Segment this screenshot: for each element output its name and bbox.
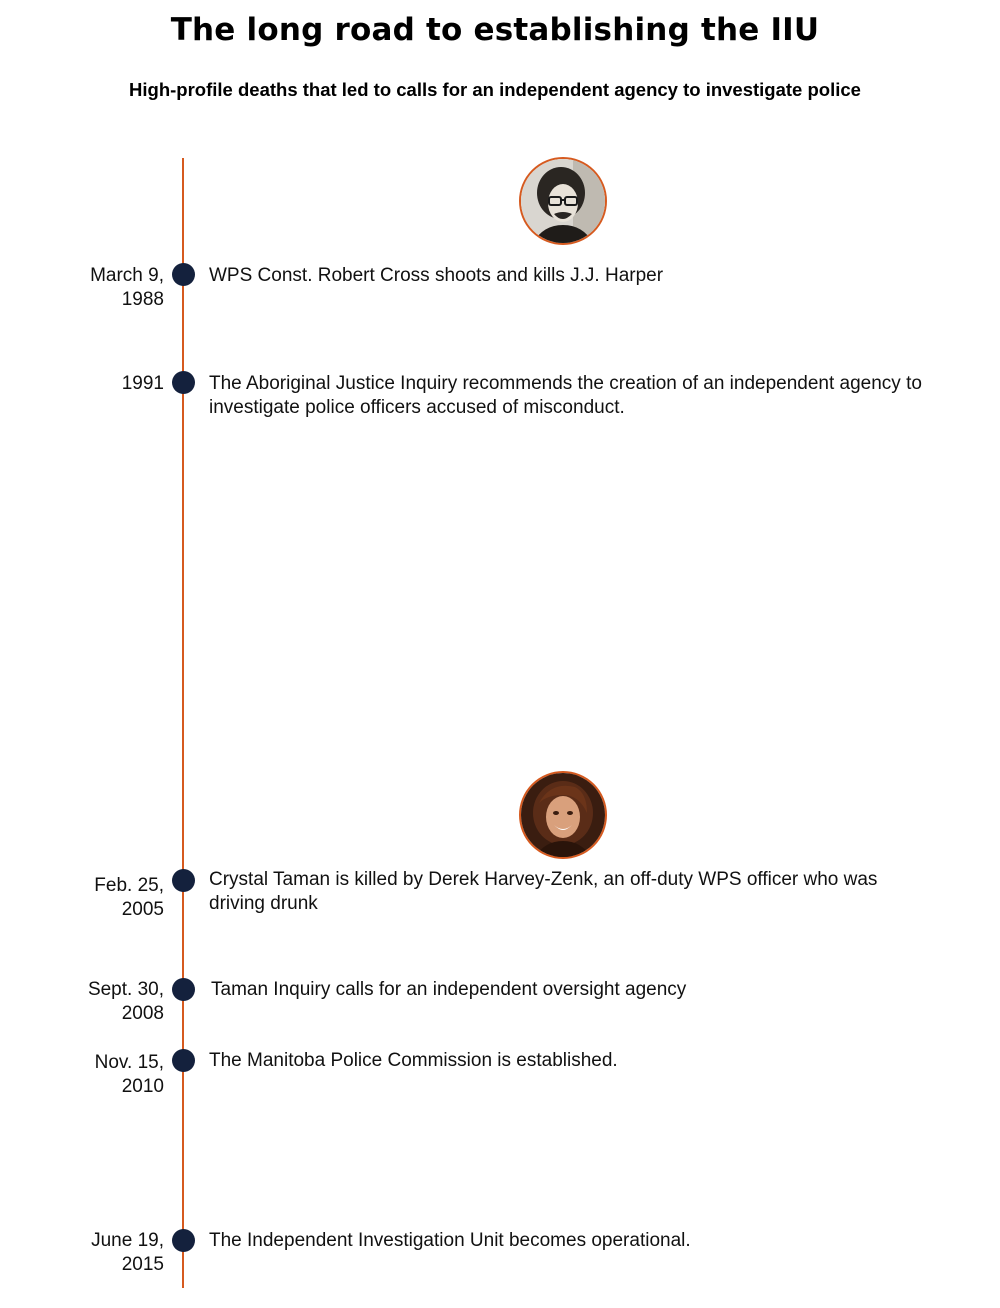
event-text: WPS Const. Robert Cross shoots and kills J.J. Harper	[209, 265, 664, 286]
taman-portrait-image	[521, 773, 605, 857]
event-date	[24, 1229, 164, 1277]
timeline-dot	[172, 1229, 195, 1252]
timeline-dot	[172, 371, 195, 394]
event-date	[24, 372, 164, 396]
event-date-line1: June 19,	[91, 1230, 164, 1251]
event-date	[24, 978, 164, 1026]
event-date-line2: 2008	[121, 1003, 164, 1024]
event-text: Taman Inquiry calls for an independent oversight agency	[211, 979, 687, 1000]
event-date-line2: 2010	[121, 1076, 164, 1097]
timeline-dot	[172, 869, 195, 892]
event-date	[24, 264, 164, 312]
timeline-dot	[172, 1049, 195, 1072]
event-text: Crystal Taman is killed by Derek Harvey-Zenk, an off-duty WPS officer who was driving drunk	[209, 869, 878, 914]
event-date-line1: Sept. 30,	[87, 979, 164, 1000]
event-date-line1: 1991	[121, 373, 164, 394]
event-date	[24, 1051, 164, 1099]
harper-photo	[519, 157, 607, 245]
harper-portrait-image	[521, 159, 605, 243]
event-date-line2: 1988	[121, 289, 164, 310]
event-date-line2: 2005	[121, 899, 164, 920]
page-title: The long road to establishing the IIU	[170, 12, 820, 48]
event-date-line1: Feb. 25,	[94, 875, 164, 896]
event-date-line1: Nov. 15,	[94, 1052, 164, 1073]
event-text: The Aboriginal Justice Inquiry recommends the creation of an independent agency to investigate police officers accused of misconduct.	[209, 373, 922, 418]
event-text: The Manitoba Police Commission is established.	[209, 1050, 618, 1071]
timeline-dot	[172, 263, 195, 286]
page-subtitle: High-profile deaths that led to calls for an independent agency to investigate police	[129, 79, 861, 100]
event-text: The Independent Investigation Unit becomes operational.	[209, 1230, 691, 1251]
event-date	[24, 874, 164, 922]
taman-photo	[519, 771, 607, 859]
event-date-line1: March 9,	[90, 265, 164, 286]
event-date-line2: 2015	[121, 1254, 164, 1275]
timeline-line	[182, 158, 184, 1288]
timeline-dot	[172, 978, 195, 1001]
